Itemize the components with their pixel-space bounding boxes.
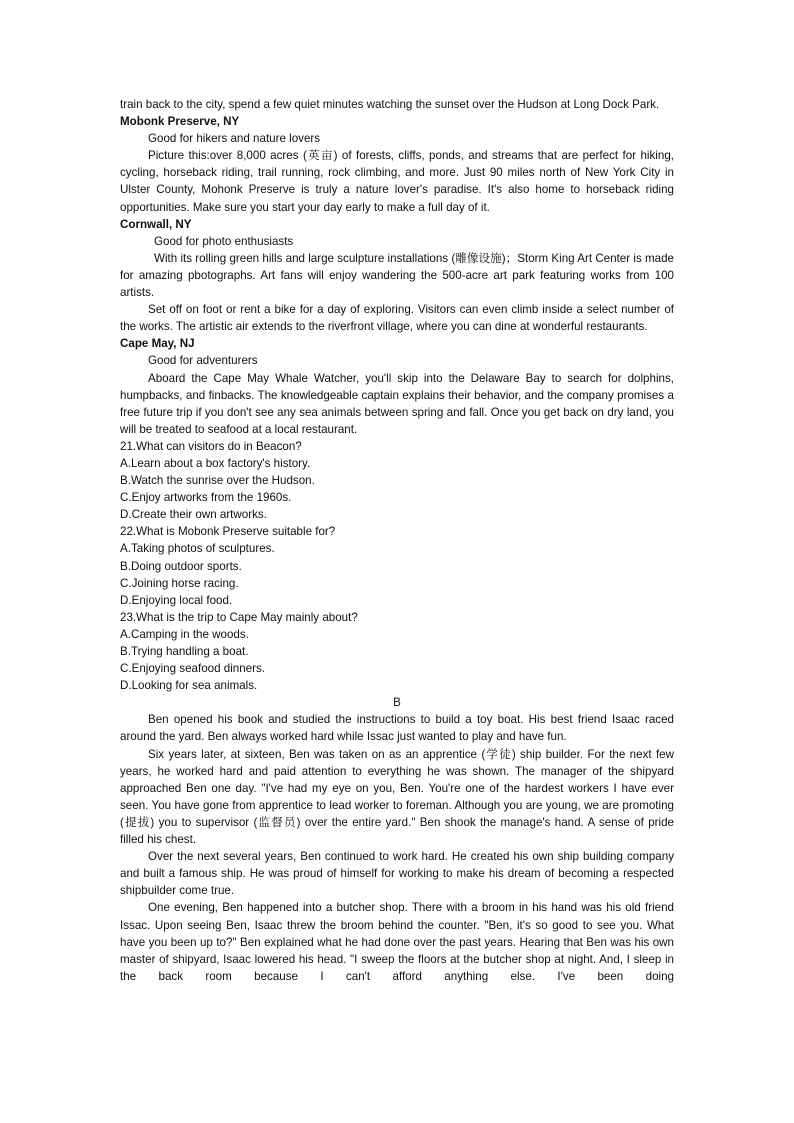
option-d: D.Enjoying local food. [120,593,233,607]
cornwall-paragraph-1: With its rolling green hills and large sculpture installations (雕像设施)；Storm King Art Center is made for amazing pbotographs. Art fans will enjoy wandering the 500-acre art park featuring works from 100 artists. [120,251,674,300]
option-d: D.Looking for sea animals. [120,679,258,693]
question-21 [120,438,674,523]
passage-b-paragraph-2: Six years later, at sixteen, Ben was taken on as an apprentice (学徒) ship builder. For the next few years, he worked hard and paid attention to everything he was shown. The manager of the shipyard approached Ben one day. "I've had my eye on you, Ben. You're one of the hardest workers I have ever seen. You have gone from apprentice to lead worker to foreman. Although you are young, we are promoting (提拔) you to supervisor (监督员) over the entire yard." Ben shook the manage's hand. A sense of pride filled his chest. [120,747,674,847]
option-c: C.Enjoy artworks from the 1960s. [120,491,292,505]
passage-label: B [393,696,401,710]
option-d: D.Create their own artworks. [120,508,267,522]
question-23 [120,609,674,694]
option-a: A.Learn about a box factory's history. [120,456,311,470]
option-a: A.Camping in the woods. [120,627,249,641]
question-stem: 23.What is the trip to Cape May mainly about? [120,610,358,624]
section-heading-cornwall: Cornwall, NY [120,217,192,231]
cape-may-paragraph: Aboard the Cape May Whale Watcher, you'll skip into the Delaware Bay to search for dolphins, humpbacks, and finbacks. The knowledgeable captain explains their behavior, and the company promises a free future trip if you don't see any sea animals between spring and fall. Once you get back on dry land, you will be treated to seafood at a local restaurant. [120,371,674,436]
option-c: C.Joining horse racing. [120,576,239,590]
option-b: B.Doing outdoor sports. [120,559,242,573]
cornwall-paragraph-2: Set off on foot or rent a bike for a day of exploring. Visitors can even climb inside a select number of the works. The artistic air extends to the riverfront village, where you can dine at wonderful restaurants. [120,303,674,334]
section-heading-cape-may: Cape May, NJ [120,337,195,351]
passage-b-paragraph-1: Ben opened his book and studied the instructions to build a toy boat. His best friend Isaac raced around the yard. Ben always worked hard while Issac just wanted to play and have fun. [120,713,674,744]
section-heading-mohonk: Mobonk Preserve, NY [120,115,240,129]
question-22 [120,523,674,608]
beacon-tail-paragraph: train back to the city, spend a few quiet minutes watching the sunset over the Hudson at Long Dock Park. [120,98,660,111]
page-content [120,96,674,985]
good-for-cornwall: Good for photo enthusiasts [154,234,294,248]
good-for-cape-may: Good for adventurers [148,354,258,368]
option-b: B.Watch the sunrise over the Hudson. [120,474,315,488]
option-a: A.Taking photos of sculptures. [120,542,275,556]
passage-b-paragraph-4: One evening, Ben happened into a butcher shop. There with a broom in his hand was his old friend Issac. Upon seeing Ben, Isaac threw the broom behind the counter. "Ben, it's so good to see you. What have you been up to?" Ben explained what he had done over the past years. Hearing that Ben was his own master of shipyard, Isaac lowered his head. "I sweep the floors at the butcher shop at night. And, I sleep in the back room because I can't afford anything else. I've been doing [120,901,674,983]
option-c: C.Enjoying seafood dinners. [120,662,266,676]
mohonk-paragraph: Picture this:over 8,000 acres (英亩) of forests, cliffs, ponds, and streams that are perfect for hiking, cycling, horseback riding, trail running, rock climbing, and more. Just 90 miles north of New York City in Ulster County, Mohonk Preserve is truly a nature lover's paradise. It's also home to horseback riding opportunities. Make sure you start your day early to make a full day of it. [120,149,674,214]
question-stem: 22.What is Mobonk Preserve suitable for? [120,525,336,539]
option-b: B.Trying handling a boat. [120,645,249,658]
good-for-mohonk: Good for hikers and nature lovers [148,132,321,146]
question-stem: 21.What can visitors do in Beacon? [120,439,302,453]
passage-b-paragraph-3: Over the next several years, Ben continued to work hard. He created his own ship building company and built a famous ship. He was proud of himself for working to make his dream of becoming a respected shipbuilder come true. [120,850,674,898]
